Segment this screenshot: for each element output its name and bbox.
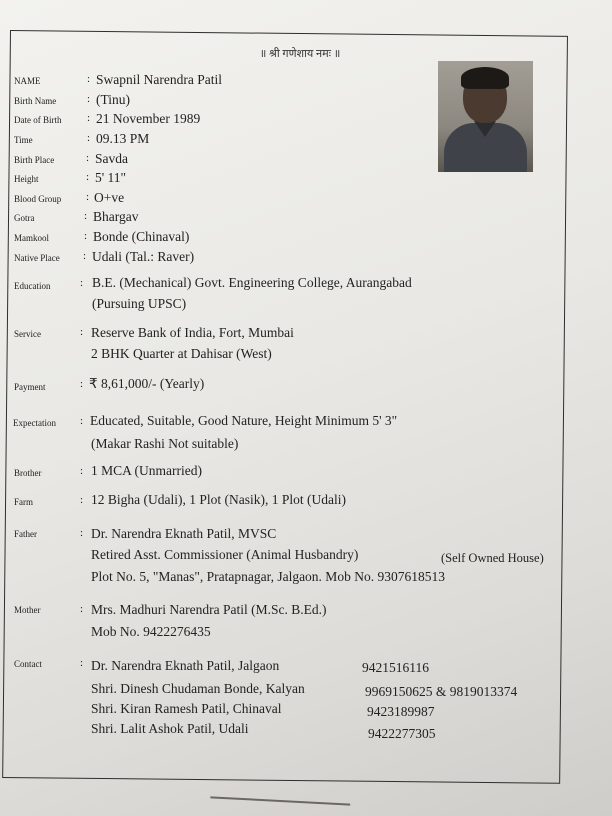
contact-name: Shri. Lalit Ashok Patil, Udali xyxy=(91,721,249,736)
field-value: Udali (Tal.: Raver) xyxy=(92,249,195,264)
field-label: Height xyxy=(14,174,39,184)
field-value: B.E. (Mechanical) Govt. Engineering College, Aurangabad xyxy=(92,275,412,290)
field-value-line2: Mob No. 9422276435 xyxy=(91,624,211,639)
self-owned-note: (Self Owned House) xyxy=(441,551,544,565)
field-label: Native Place xyxy=(14,253,60,263)
field-value: ₹ 8,61,000/- (Yearly) xyxy=(89,376,205,391)
field-label: Blood Group xyxy=(14,194,62,204)
field-label: Service xyxy=(14,329,41,339)
field-value-line2: 2 BHK Quarter at Dahisar (West) xyxy=(91,346,272,361)
contact-phone: 9421516116 xyxy=(362,660,429,675)
field-value: Educated, Suitable, Good Nature, Height Minimum 5' 3" xyxy=(90,413,398,428)
field-label: Expectation xyxy=(13,418,56,428)
contact-phone: 9422277305 xyxy=(368,726,436,741)
page-header: ॥ श्री गणेशाय नमः ॥ xyxy=(259,48,341,60)
field-value: O+ve xyxy=(94,190,125,205)
field-value-line2: (Pursuing UPSC) xyxy=(92,296,187,311)
field-value: Savda xyxy=(95,151,128,166)
field-value: Bonde (Chinaval) xyxy=(93,229,190,244)
field-label: Birth Name xyxy=(14,96,57,106)
field-value: 12 Bigha (Udali), 1 Plot (Nasik), 1 Plot (Udali) xyxy=(91,492,346,507)
profile-photo xyxy=(438,61,533,172)
contact-name: Shri. Dinesh Chudaman Bonde, Kalyan xyxy=(91,681,305,696)
field-label: Time xyxy=(14,135,33,145)
field-label: Contact xyxy=(14,659,42,669)
field-value: Swapnil Narendra Patil xyxy=(96,72,222,87)
field-value: Reserve Bank of India, Fort, Mumbai xyxy=(91,325,294,340)
field-value: Dr. Narendra Eknath Patil, MVSC xyxy=(91,526,277,541)
field-value: Bhargav xyxy=(93,209,139,224)
field-value: Mrs. Madhuri Narendra Patil (M.Sc. B.Ed.) xyxy=(91,602,327,617)
field-label: Mother xyxy=(14,605,41,615)
field-label: Date of Birth xyxy=(14,115,62,125)
field-value: 21 November 1989 xyxy=(96,111,201,126)
field-label: Gotra xyxy=(14,213,35,223)
contact-phone: 9423189987 xyxy=(367,704,435,719)
field-label: Farm xyxy=(14,497,33,507)
field-label: Brother xyxy=(14,468,42,478)
contact-name: Dr. Narendra Eknath Patil, Jalgaon xyxy=(91,658,280,673)
field-label: Father xyxy=(14,529,37,539)
contact-name: Shri. Kiran Ramesh Patil, Chinaval xyxy=(91,701,282,716)
field-value: 1 MCA (Unmarried) xyxy=(91,463,202,478)
field-value-line2: (Makar Rashi Not suitable) xyxy=(91,436,239,451)
biodata-page: ॥ श्री गणेशाय नमः ॥ NAME : Swapnil Narendra Patil Birth Name : (Tinu) Date of Birth : 21 November 1989 Time : 09.13 PM Birth Place : Savda Height : 5' 11" Blood Group : O+ve Gotra : Bhargav Mamkool : Bonde (Chinaval) Native Place : Udali (Tal.: Raver) Education : B.E. (Mechanical) Govt. Engineering College, Aurangabad (Pursuing UPSC) Service : Reserve Bank of India, Fort, Mumbai 2 BHK Quarter at Dahisar (West) Payment : ₹ 8,61,000/- (Yearly) Expectation : Educated, Suitable, Good Nature, Height Minimum 5' 3" (Makar Rashi Not suitable) Brother : 1 MCA (Unmarried) Farm : 12 Bigha (Udali), 1 Plot (Nasik), 1 Plot (Udali) Father : Dr. Narendra Eknath Patil, MVSC Retired Asst. Commissioner (Animal Husbandry) (Self Owned House) Plot No. 5, "Manas", Pratapnagar, Jalgaon. Mob No. 9307618513 Mother : Mrs. Madhuri Narendra Patil (M.Sc. B.Ed.) Mob No. 9422276435 Contact : Dr. Narendra Eknath Patil, Jalgaon 9421516116 Shri. Dinesh Chudaman Bonde, Kalyan 9969150625 & 9819013374 Shri. Kiran Ramesh Patil, Chinaval 9423189987 Shri. Lalit Ashok Patil, Udali 9422277305 xyxy=(0,0,612,816)
field-label: Education xyxy=(14,281,51,291)
field-value: 09.13 PM xyxy=(96,131,150,146)
field-value-line2: Retired Asst. Commissioner (Animal Husbandry) xyxy=(91,547,359,562)
field-label: NAME xyxy=(14,76,41,86)
contact-phone: 9969150625 & 9819013374 xyxy=(365,684,518,699)
field-value-line3: Plot No. 5, "Manas", Pratapnagar, Jalgaon. Mob No. 9307618513 xyxy=(91,569,445,584)
field-label: Birth Place xyxy=(14,155,55,165)
field-value: 5' 11" xyxy=(95,170,127,185)
field-label: Payment xyxy=(14,382,46,392)
field-value: (Tinu) xyxy=(96,92,131,107)
field-label: Mamkool xyxy=(14,233,49,243)
paper-shadow xyxy=(210,796,350,815)
